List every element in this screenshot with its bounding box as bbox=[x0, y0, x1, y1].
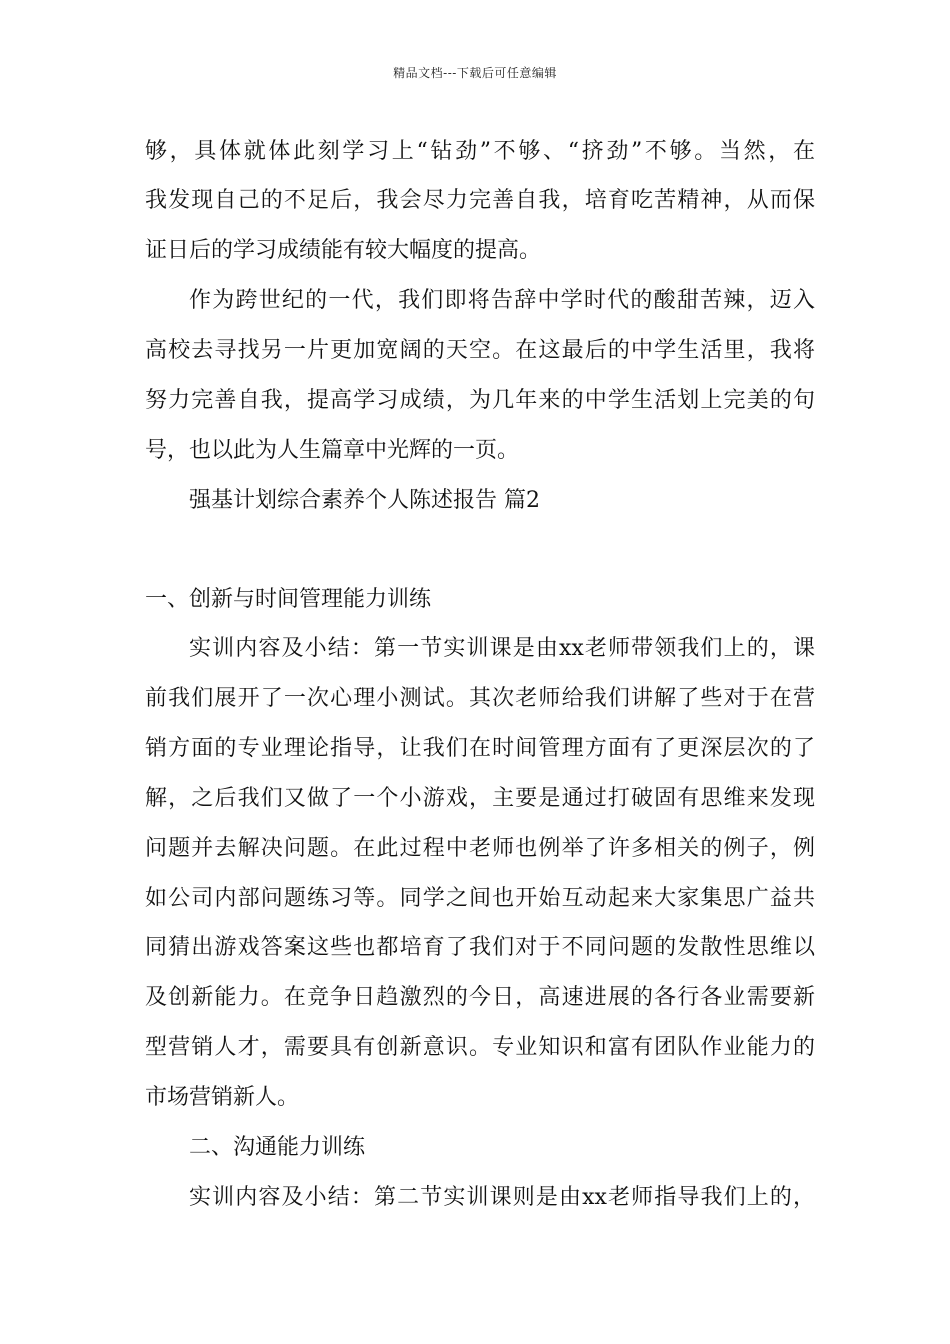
paragraph-line: 实训内容及小结：第二节实训课则是由xx老师指导我们上的， bbox=[189, 1185, 815, 1210]
paragraph-line: 努力完善自我，提高学习成绩，为几年来的中学生活划上完美的句 bbox=[145, 388, 815, 413]
paragraph-line: 前我们展开了一次心理小测试。其次老师给我们讲解了些对于在营 bbox=[145, 686, 815, 711]
paragraph-line: 证日后的学习成绩能有较大幅度的提高。 bbox=[145, 238, 542, 263]
paragraph-line: 够，具体就体此刻学习上“钻劲”不够、“挤劲”不够。当然，在 bbox=[145, 139, 815, 164]
section-heading: 二、沟通能力训练 bbox=[189, 1135, 366, 1160]
paragraph-line: 同猜出游戏答案这些也都培育了我们对于不同问题的发散性思维以 bbox=[145, 935, 815, 960]
paragraph-line: 型营销人才，需要具有创新意识。专业知识和富有团队作业能力的 bbox=[145, 1035, 815, 1060]
paragraph-line: 销方面的专业理论指导，让我们在时间管理方面有了更深层次的了 bbox=[145, 736, 815, 761]
paragraph-line: 我发现自己的不足后，我会尽力完善自我，培育吃苦精神，从而保 bbox=[145, 188, 815, 213]
paragraph-line: 解，之后我们又做了一个小游戏，主要是通过打破固有思维来发现 bbox=[145, 786, 815, 811]
paragraph-line: 市场营销新人。 bbox=[145, 1085, 300, 1110]
paragraph-line: 问题并去解决问题。在此过程中老师也例举了许多相关的例子，例 bbox=[145, 836, 815, 861]
section-title: 强基计划综合素养个人陈述报告 篇2 bbox=[189, 488, 540, 513]
paragraph-line: 及创新能力。在竞争日趋激烈的今日，高速进展的各行各业需要新 bbox=[145, 985, 815, 1010]
section-heading: 一、创新与时间管理能力训练 bbox=[145, 587, 432, 612]
paragraph-line: 号，也以此为人生篇章中光辉的一页。 bbox=[145, 438, 520, 463]
paragraph-line: 如公司内部问题练习等。同学之间也开始互动起来大家集思广益共 bbox=[145, 886, 815, 911]
paragraph-line: 实训内容及小结：第一节实训课是由xx老师带领我们上的，课 bbox=[189, 636, 815, 661]
page-header: 精品文档---下载后可任意编辑 bbox=[393, 66, 557, 80]
paragraph-line: 作为跨世纪的一代，我们即将告辞中学时代的酸甜苦辣，迈入 bbox=[189, 288, 815, 313]
paragraph-line: 高校去寻找另一片更加宽阔的天空。在这最后的中学生活里，我将 bbox=[145, 338, 815, 363]
